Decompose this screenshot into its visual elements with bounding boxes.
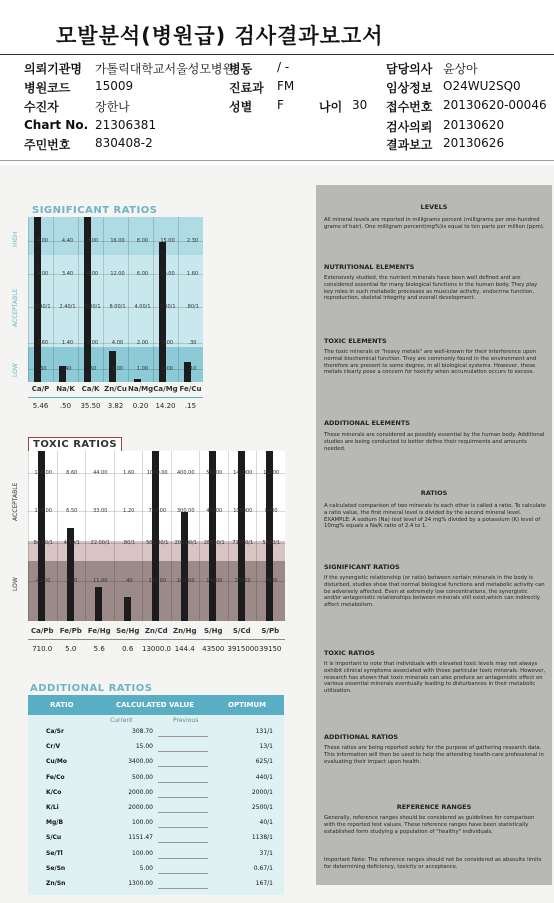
current-value: 1151.47 [128, 834, 153, 842]
ratio-bar [181, 512, 188, 621]
value-label: 0.20 [132, 402, 149, 410]
tick-label: 1.40 [61, 340, 74, 346]
optimum-value: 2000/1 [251, 788, 273, 796]
ratio-name: Zn/Sn [46, 880, 66, 887]
tick-label: 400.00 [177, 470, 195, 476]
doctor-value: 윤상아 [443, 62, 478, 76]
previous-value-line [158, 873, 208, 874]
current-value: 15.00 [135, 743, 153, 751]
optimum-column-header: OPTIMUM [228, 701, 267, 709]
tick-label: 33.00 [93, 508, 108, 514]
ratio-name: Se/Sn [46, 864, 66, 872]
tick-label: 4.00/1 [134, 304, 151, 310]
ratio-bar [152, 451, 159, 621]
optimum-value: 625/1 [255, 758, 273, 766]
tick-label: 250.00 [148, 578, 166, 584]
zone-label: HIGH [12, 231, 19, 247]
tick-label: 28000/1 [203, 540, 225, 546]
previous-value-line [158, 736, 208, 737]
category-label: Zn/Cd [144, 627, 168, 635]
tick-label: 6.50 [66, 508, 78, 514]
tick-label: 100.00 [177, 578, 195, 584]
receipt-no-label: 접수번호 [386, 100, 433, 114]
tick-label: .40 [124, 578, 133, 584]
note-text: A calculated comparison of two minerals to each other is called a ratio. To calculate a ratio value, the first mineral level is divided by the second mineral level. EXAMPLE: A sodium (Na) test level of 24 mg% divided by a potassium (K) level of 10mg% equals a Na/K ratio of 2.4 to 1. [324, 503, 546, 530]
optimum-value: 40/1 [259, 819, 273, 827]
tick-label: 1.00 [136, 366, 149, 372]
tick-label: 1000.00 [146, 470, 168, 476]
tick-label: .10 [188, 366, 197, 372]
previous-value-line [158, 827, 208, 828]
tick-label: 4.00 [111, 340, 124, 346]
value-label: 5.46 [32, 402, 49, 410]
column-divider [199, 451, 200, 621]
low-zone [28, 347, 203, 382]
ratio-name: Se/Tl [46, 849, 63, 857]
column-divider [28, 217, 29, 382]
column-divider [256, 451, 257, 621]
tick-label: 16.00 [110, 238, 125, 244]
table-row [28, 816, 284, 831]
tick-label: 2.30 [186, 238, 199, 244]
tick-label: 6.00 [136, 271, 149, 277]
table-row [28, 801, 284, 816]
acceptable-zone [28, 255, 203, 347]
tick-label: .80/1 [122, 540, 136, 546]
header-divider [0, 54, 554, 55]
previous-value-line [158, 812, 208, 813]
tick-label: 6.00 [86, 271, 99, 277]
tick-label: 1.60 [186, 271, 199, 277]
tick-label: 1.00 [111, 366, 124, 372]
tick-label: 11200 [263, 470, 280, 476]
value-label: 710.0 [32, 645, 53, 653]
table-row [28, 786, 284, 801]
category-label: Na/K [56, 385, 75, 393]
tick-label: 2.00 [136, 340, 149, 346]
ratio-bar [124, 597, 131, 621]
optimum-value: 2500/1 [251, 804, 273, 811]
note-heading: SIGNIFICANT RATIOS [324, 563, 400, 571]
tick-label: 200.00/1 [174, 540, 197, 546]
column-divider [228, 451, 229, 621]
value-label: 5.6 [93, 645, 105, 653]
column-divider [57, 451, 58, 621]
previous-value-line [158, 782, 208, 783]
additional-ratios-header [28, 695, 284, 715]
ratio-bar [95, 587, 102, 621]
tick-label: 4.00 [36, 238, 49, 244]
note-text: These ratios are being reported solely for the purpose of gathering research data. This information will then be used to help the attending health-care professional in evaluating their impact upon health. [324, 745, 544, 765]
hair-analysis-scan [0, 165, 554, 903]
request-date-value: 20130620 [443, 118, 505, 132]
previous-value-line [158, 858, 208, 859]
sex-value: F [277, 98, 284, 112]
note-text: The toxic minerals or "heavy metals" are well-known for their interference upon normal biochemical function. They are commonly found in the environment and therefore are present to some degree, in all biological systems. However, these metals clearly pose a concern for toxicity when accumulation occurs to excess. [324, 349, 537, 376]
tick-label: 14000 [206, 578, 223, 584]
ward-value: / - [277, 60, 290, 74]
notes-column [316, 185, 552, 885]
chart-no-label: Chart No. [24, 118, 89, 132]
tick-label: 500.00/1 [146, 540, 169, 546]
chart-no-value: 21306381 [95, 118, 157, 132]
tick-label: 8.00 [86, 238, 99, 244]
previous-value-line [158, 797, 208, 798]
tick-label: 3.00 [161, 340, 174, 346]
tick-label: 126.00 [34, 508, 52, 514]
column-divider [142, 451, 143, 621]
column-divider [171, 451, 172, 621]
tick-label: 12.00 [110, 271, 125, 277]
column-divider [53, 217, 54, 382]
category-label: Ca/Pb [30, 627, 54, 635]
ratio-name: Cu/Mo [46, 758, 67, 766]
charts-column [0, 165, 316, 903]
category-label: S/Pb [261, 627, 280, 635]
department-label: 진료과 [229, 81, 264, 95]
optimum-value: 1138/1 [251, 834, 273, 842]
ratio-bar [134, 379, 141, 382]
current-value: 308.70 [132, 728, 153, 735]
significant-ratios-chart [4, 217, 214, 417]
patient-value: 장한나 [95, 100, 130, 114]
optimum-value: 440/1 [255, 773, 273, 781]
calculated-value-column-header: CALCULATED VALUE [116, 701, 195, 709]
tick-label: 1.20 [123, 508, 135, 514]
current-value: 100.00 [132, 849, 153, 857]
tick-label: 2.40/1 [59, 304, 76, 310]
tick-label: 142000 [233, 470, 253, 476]
tick-label: 3.40 [61, 271, 74, 277]
column-divider [85, 451, 86, 621]
tick-label: 5600/1 [262, 540, 281, 546]
optimum-value: 0.67/1 [253, 864, 273, 872]
age-value: 30 [352, 98, 368, 112]
zone-label: LOW [12, 577, 19, 591]
current-value: 1300.00 [128, 880, 153, 887]
ratio-bar [38, 451, 45, 621]
category-label: Ca/Mg [153, 385, 178, 393]
category-label: Fe/Hg [87, 627, 111, 635]
tick-label: 71000/1 [232, 540, 254, 546]
category-label: S/Hg [204, 627, 223, 635]
column-divider [153, 217, 154, 382]
current-subheader: Current [110, 717, 133, 724]
optimum-value: 37/1 [259, 849, 273, 857]
value-label: 14.20 [155, 402, 176, 410]
tick-label: 42000 [206, 508, 223, 514]
category-label: Ca/P [31, 385, 50, 393]
note-text: All mineral levels are reported in milligrams percent (milligrams per one-hundred grams of hair). One milligram percent(mg%)is equal to ten parts per million (ppm). [324, 217, 545, 230]
tick-label: 22.00/1 [90, 540, 110, 546]
value-label: 144.4 [174, 645, 195, 653]
table-row [28, 771, 284, 786]
current-value: 100.00 [132, 819, 153, 827]
current-value: 3400.00 [128, 758, 153, 766]
category-label: Fe/Pb [59, 627, 82, 635]
additional-ratios-title: ADDITIONAL RATIOS [30, 683, 153, 694]
tick-label: 35500 [234, 578, 251, 584]
column-divider [178, 217, 179, 382]
tick-label: 300.00 [177, 508, 195, 514]
report-header [0, 0, 554, 164]
institution-value: 가톨릭대학교서울성모병원 [95, 62, 235, 76]
zone-label: ACCEPTABLE [12, 288, 19, 327]
tick-label: 8.00 [136, 238, 149, 244]
tick-label: 4.00/1 [84, 304, 101, 310]
note-text: These minerals are considered as possibly essential by the human body. Additional studies are being conducted to better define their requirments and amounts needed. [324, 432, 545, 452]
tick-label: .30 [188, 340, 197, 346]
tick-label: 4.30/1 [63, 540, 80, 546]
tick-label: .80/1 [186, 304, 199, 310]
previous-value-line [158, 888, 208, 889]
tick-label: 42.00 [36, 578, 51, 584]
category-label: Se/Hg [116, 627, 140, 635]
header-bottom-divider [0, 160, 554, 161]
additional-ratios-table [28, 695, 284, 895]
ratio-bar [209, 451, 216, 621]
ratio-name: S/Cu [46, 834, 62, 842]
category-label: Na/Mg [128, 385, 154, 393]
tick-label: 84.00/1 [33, 540, 53, 546]
note-heading: ADDITIONAL RATIOS [324, 733, 399, 741]
tick-label: 106000 [233, 508, 253, 514]
current-value: 2000.00 [128, 788, 153, 796]
value-label: 35.50 [80, 402, 101, 410]
value-label: 3915000 [227, 645, 259, 653]
note-heading: NUTRITIONAL ELEMENTS [324, 263, 415, 271]
current-value: 500.00 [132, 773, 153, 781]
previous-subheader: Previous [173, 717, 199, 724]
tick-label: 3.00 [36, 271, 49, 277]
report-date-value: 20130626 [443, 136, 505, 150]
note-heading: REFERENCE RANGES [396, 803, 472, 811]
note-text: Important Note: The reference ranges should not be considered as absoulte limits for determining deficiency, toxicity or acceptance. [324, 857, 542, 870]
ratio-name: Fe/Co [46, 773, 65, 781]
hospital-code-label: 병원코드 [24, 81, 71, 95]
note-heading: TOXIC RATIOS [324, 649, 375, 657]
value-label: 39150 [259, 645, 282, 653]
column-divider [103, 217, 104, 382]
department-value: FM [277, 79, 295, 93]
ratio-bar [266, 451, 273, 621]
tick-label: 11.00 [93, 578, 108, 584]
category-label: Fe/Cu [179, 385, 202, 393]
tick-label: 1.60 [36, 340, 49, 346]
category-label: Zn/Hg [173, 627, 197, 635]
column-divider [114, 451, 115, 621]
note-heading: ADDITIONAL ELEMENTS [324, 419, 410, 427]
note-text: Generally, reference ranges should be considered as guidelines for comparison with the reported test values. These reference ranges have been statistically established form studying a population of "healthy" individuals. [324, 815, 535, 835]
tick-label: .50 [88, 366, 97, 372]
significant-ratios-title: SIGNIFICANT RATIOS [32, 205, 158, 216]
current-value: 5.00 [139, 864, 153, 872]
optimum-value: 13/1 [259, 743, 273, 751]
ratio-bar [238, 451, 245, 621]
note-text: Extensively studied, the nutrient minerals have been well defined and are considered essential for many biological functions in the human body. They play key roles in such metabolic processes as muscular activity, endocrine function, reproduction, skeletal integrity and overall development. [324, 275, 538, 302]
table-row [28, 725, 284, 740]
ratio-name: Mg/B [46, 819, 64, 827]
ratio-name: K/Li [46, 804, 59, 811]
category-label: S/Cd [232, 627, 251, 635]
tick-label: 2.40/1 [34, 304, 51, 310]
note-text: It is important to note that individuals with elevated toxic levels may not always exhibit clinical symptoms associated with those particular toxic minerals. However, research has shown that toxic minerals can also produce an antagonistic effect on various essential minerals eventually leading to disturbances in their metabolic utilization. [324, 661, 546, 695]
request-date-label: 검사의뢰 [386, 120, 433, 134]
tick-label: 168.00 [34, 470, 52, 476]
clinical-info-value: O24WU2SQ0 [443, 79, 521, 93]
sex-label: 성별 [229, 100, 253, 114]
zone-label: ACCEPTABLE [12, 482, 19, 521]
optimum-value: 167/1 [255, 880, 273, 887]
receipt-no-value: 20130620-00046 [443, 98, 547, 112]
ward-label: 병동 [229, 62, 253, 76]
tick-label: 4.40 [61, 238, 74, 244]
table-row [28, 831, 284, 846]
tick-label: 2.20 [66, 578, 78, 584]
value-label: .15 [184, 402, 197, 410]
category-divider [28, 639, 285, 640]
note-heading: TOXIC ELEMENTS [324, 337, 387, 345]
tick-label: 10.00 [160, 271, 175, 277]
institution-label: 의뢰기관명 [24, 62, 82, 76]
clinical-info-label: 임상정보 [386, 81, 433, 95]
tick-label: 7.00/1 [159, 304, 176, 310]
category-divider [28, 397, 203, 398]
tick-label: 8.60 [66, 470, 78, 476]
table-row [28, 755, 284, 770]
report-title: 모발분석(병원급) 검사결과보고서 [56, 24, 384, 48]
ratio-name: Ca/Sr [46, 728, 64, 735]
tick-label: 1.60 [123, 470, 135, 476]
value-label: 13000.0 [142, 645, 171, 653]
value-label: 43500 [202, 645, 225, 653]
ratio-bar [159, 242, 166, 382]
zone-label: LOW [12, 363, 19, 377]
tick-label: 2800 [264, 578, 278, 584]
tick-label: 1.00 [161, 366, 174, 372]
column-divider [28, 451, 29, 621]
ratio-column-header: RATIO [50, 701, 74, 709]
resident-no-label: 주민번호 [24, 138, 71, 152]
note-heading: LEVELS [420, 203, 448, 211]
tick-label: 44.00 [93, 470, 108, 476]
value-label: .50 [59, 402, 72, 410]
patient-label: 수진자 [24, 100, 59, 114]
column-divider [128, 217, 129, 382]
tick-label: 750.00 [148, 508, 166, 514]
tick-label: 56000 [206, 470, 223, 476]
value-label: 0.6 [122, 645, 134, 653]
tick-label: .40 [63, 366, 72, 372]
table-row [28, 847, 284, 862]
tick-label: 8400 [264, 508, 278, 514]
current-value: 2000.00 [128, 804, 153, 811]
previous-value-line [158, 751, 208, 752]
table-row [28, 862, 284, 877]
high-zone [28, 217, 203, 255]
ratio-name: Cr/V [46, 743, 61, 751]
ratio-name: K/Co [46, 788, 62, 796]
previous-value-line [158, 766, 208, 767]
table-row [28, 740, 284, 755]
tick-label: 2.00 [86, 340, 99, 346]
toxic-ratios-title: TOXIC RATIOS [28, 437, 122, 452]
previous-value-line [158, 842, 208, 843]
column-divider [78, 217, 79, 382]
resident-no-value: 830408-2 [95, 136, 153, 150]
report-date-label: 결과보고 [386, 138, 433, 152]
note-text: If the synergistic relationship (or ratio) between certain minerals in the body is disturbed, studies show that normal biological functions and metabolic activity can be adversely affected. Even at extremely low concentrations, the synergistic and/or antagonistic relationships between minerals still exist,which can indirectly affect metabolism. [324, 575, 545, 609]
toxic-ratios-chart [4, 451, 290, 661]
tick-label: 15.00 [160, 238, 175, 244]
category-label: Zn/Cu [104, 385, 127, 393]
tick-label: 8.00/1 [109, 304, 126, 310]
optimum-value: 131/1 [255, 728, 273, 735]
note-heading: RATIOS [420, 489, 448, 497]
tick-label: .60 [38, 366, 47, 372]
category-label: Ca/K [81, 385, 100, 393]
age-label: 나이 [319, 100, 343, 114]
doctor-label: 담당의사 [386, 62, 433, 76]
value-label: 3.82 [107, 402, 124, 410]
table-row [28, 877, 284, 892]
value-label: 5.0 [65, 645, 77, 653]
hospital-code-value: 15009 [95, 79, 134, 93]
